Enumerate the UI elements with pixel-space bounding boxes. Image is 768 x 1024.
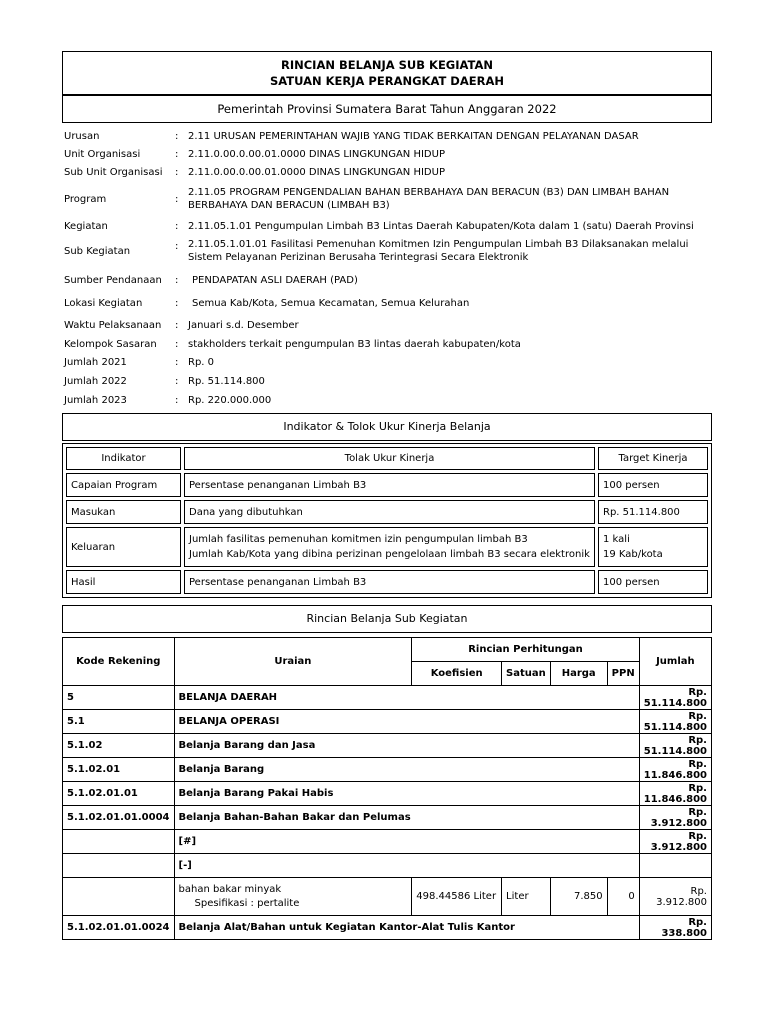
- info-label: Sumber Pendanaan: [64, 275, 162, 286]
- rincian-section-title: Rincian Belanja Sub Kegiatan: [62, 605, 712, 633]
- koefisien-header: Koefisien: [412, 662, 502, 686]
- info-value: 2.11 URUSAN PEMERINTAHAN WAJIB YANG TIDAK BERKAITAN DENGAN PELAYANAN DASAR: [188, 131, 639, 142]
- info-value: Rp. 220.000.000: [188, 395, 272, 406]
- info-value: 2.11.0.00.0.00.01.0000 DINAS LINGKUNGAN HIDUP: [188, 167, 445, 178]
- kode-cell: 5.1.02.01.01.0004: [63, 806, 175, 830]
- indikator-table-wrap: [62, 443, 712, 598]
- table-row: [63, 854, 712, 878]
- info-label: Jumlah 2023: [64, 395, 127, 406]
- jumlah-cell: Rp. 3.912.800: [639, 830, 711, 854]
- document-subtitle: Pemerintah Provinsi Sumatera Barat Tahun Anggaran 2022: [62, 95, 712, 123]
- indikator-cell: Capaian Program: [66, 473, 181, 497]
- tolak-ukur-cell: Persentase penanganan Limbah B3: [184, 473, 595, 497]
- info-label: Kegiatan: [64, 221, 108, 232]
- info-label: Program: [64, 194, 107, 205]
- uraian-cell: [#]: [174, 830, 639, 854]
- indikator-cell: Masukan: [66, 500, 181, 524]
- indikator-cell: Hasil: [66, 570, 181, 594]
- rincian-table: [62, 637, 712, 940]
- info-label: Lokasi Kegiatan: [64, 298, 143, 309]
- table-row: [63, 734, 712, 758]
- info-label: Sub Unit Organisasi: [64, 167, 163, 178]
- info-label: Kelompok Sasaran: [64, 339, 157, 350]
- target-header: Target Kinerja: [598, 447, 708, 470]
- info-label: Sub Kegiatan: [64, 246, 131, 257]
- indikator-table: [63, 444, 711, 597]
- kode-cell: 5.1.02: [63, 734, 175, 758]
- table-row: [63, 878, 712, 916]
- info-label: Jumlah 2022: [64, 376, 127, 387]
- target-line: 1 kali: [603, 534, 630, 545]
- kode-cell: [63, 830, 175, 854]
- info-value: Januari s.d. Desember: [188, 320, 299, 331]
- ppn-header: PPN: [607, 662, 639, 686]
- document-title: [62, 51, 712, 95]
- title-line2: SATUAN KERJA PERANGKAT DAERAH: [269, 74, 504, 88]
- uraian-cell: Belanja Barang Pakai Habis: [174, 782, 639, 806]
- ppn-cell: 0: [607, 878, 639, 916]
- table-row: [63, 830, 712, 854]
- title-line1: RINCIAN BELANJA SUB KEGIATAN: [280, 58, 494, 72]
- rincian-perhitungan-header: Rincian Perhitungan: [412, 638, 639, 662]
- uraian-cell: Belanja Bahan-Bahan Bakar dan Pelumas: [174, 806, 639, 830]
- kode-cell: 5.1.02.01.01: [63, 782, 175, 806]
- indikator-cell: Keluaran: [66, 527, 181, 567]
- jumlah-header: Jumlah: [639, 638, 711, 686]
- uraian-cell: [-]: [174, 854, 639, 878]
- satuan-cell: Liter: [502, 878, 551, 916]
- indikator-header: Indikator: [66, 447, 181, 470]
- tolak-ukur-line: Jumlah fasilitas pemenuhan komitmen izin pengumpulan limbah B3: [189, 534, 528, 545]
- harga-cell: 7.850: [550, 878, 607, 916]
- tolak-ukur-cell: [184, 527, 595, 567]
- uraian-cell: Belanja Barang dan Jasa: [174, 734, 639, 758]
- indikator-section-title: Indikator & Tolok Ukur Kinerja Belanja: [62, 413, 712, 441]
- info-value: PENDAPATAN ASLI DAERAH (PAD): [192, 275, 358, 286]
- table-row: [63, 916, 712, 940]
- jumlah-cell: Rp. 51.114.800: [639, 734, 711, 758]
- table-row: [66, 570, 708, 594]
- info-value: 2.11.0.00.0.00.01.0000 DINAS LINGKUNGAN HIDUP: [188, 149, 445, 160]
- info-label: Urusan: [64, 131, 100, 142]
- info-value: Rp. 51.114.800: [188, 376, 265, 387]
- target-line: 19 Kab/kota: [603, 549, 663, 560]
- info-label: Jumlah 2021: [64, 357, 127, 368]
- tolak-ukur-cell: Persentase penanganan Limbah B3: [184, 570, 595, 594]
- jumlah-cell: Rp. 11.846.800: [639, 758, 711, 782]
- jumlah-cell: Rp. 338.800: [639, 916, 711, 940]
- info-value: 2.11.05.1.01.01 Fasilitasi Pemenuhan Komitmen Izin Pengumpulan Limbah B3 Dilaksanakan melalui Sistem Pelayanan Perizinan Berusaha Terintegrasi Secara Elektronik: [188, 239, 689, 263]
- info-value: Semua Kab/Kota, Semua Kecamatan, Semua Kelurahan: [192, 298, 470, 309]
- info-value: Rp. 0: [188, 357, 215, 368]
- uraian-cell: BELANJA OPERASI: [174, 710, 639, 734]
- kode-cell: 5: [63, 686, 175, 710]
- kode-cell: 5.1: [63, 710, 175, 734]
- uraian-cell: [174, 878, 412, 916]
- info-value: stakholders terkait pengumpulan B3 lintas daerah kabupaten/kota: [188, 339, 521, 350]
- rincian-table-wrap: [62, 637, 712, 940]
- jumlah-cell: [639, 854, 711, 878]
- jumlah-cell: Rp. 3.912.800: [639, 878, 711, 916]
- uraian-cell: BELANJA DAERAH: [174, 686, 639, 710]
- table-row: [63, 710, 712, 734]
- table-row: [63, 806, 712, 830]
- tolak-ukur-line: Jumlah Kab/Kota yang dibina perizinan pengelolaan limbah B3 secara elektronik: [189, 549, 590, 560]
- table-row: [66, 500, 708, 524]
- jumlah-cell: Rp. 51.114.800: [639, 710, 711, 734]
- tolak-ukur-header: Tolak Ukur Kinerja: [184, 447, 595, 470]
- table-row: [66, 527, 708, 567]
- item-spesifikasi: Spesifikasi : pertalite: [194, 897, 300, 909]
- target-cell: 100 persen: [598, 570, 708, 594]
- harga-header: Harga: [550, 662, 607, 686]
- info-value: 2.11.05 PROGRAM PENGENDALIAN BAHAN BERBAHAYA DAN BERACUN (B3) DAN LIMBAH BAHAN BERBAHAYA DAN BERACUN (LIMBAH B3): [188, 187, 670, 211]
- uraian-cell: Belanja Barang: [174, 758, 639, 782]
- jumlah-cell: Rp. 11.846.800: [639, 782, 711, 806]
- info-label: Waktu Pelaksanaan: [64, 320, 162, 331]
- item-uraian: bahan bakar minyak: [178, 883, 282, 895]
- kode-cell: 5.1.02.01.01.0024: [63, 916, 175, 940]
- kode-cell: [63, 878, 175, 916]
- koefisien-cell: 498.44586 Liter: [412, 878, 502, 916]
- kode-rekening-header: Kode Rekening: [63, 638, 175, 686]
- kode-cell: 5.1.02.01: [63, 758, 175, 782]
- kode-cell: [63, 854, 175, 878]
- tolak-ukur-cell: Dana yang dibutuhkan: [184, 500, 595, 524]
- target-cell: [598, 527, 708, 567]
- table-row: [63, 758, 712, 782]
- jumlah-cell: Rp. 3.912.800: [639, 806, 711, 830]
- jumlah-cell: Rp. 51.114.800: [639, 686, 711, 710]
- table-row: [63, 782, 712, 806]
- target-cell: Rp. 51.114.800: [598, 500, 708, 524]
- target-cell: 100 persen: [598, 473, 708, 497]
- table-row: [63, 686, 712, 710]
- uraian-cell: Belanja Alat/Bahan untuk Kegiatan Kantor-Alat Tulis Kantor: [174, 916, 639, 940]
- info-label: Unit Organisasi: [64, 149, 141, 160]
- table-row: [66, 473, 708, 497]
- satuan-header: Satuan: [502, 662, 551, 686]
- uraian-header: Uraian: [174, 638, 412, 686]
- info-value: 2.11.05.1.01 Pengumpulan Limbah B3 Lintas Daerah Kabupaten/Kota dalam 1 (satu) Daerah Provinsi: [188, 221, 694, 232]
